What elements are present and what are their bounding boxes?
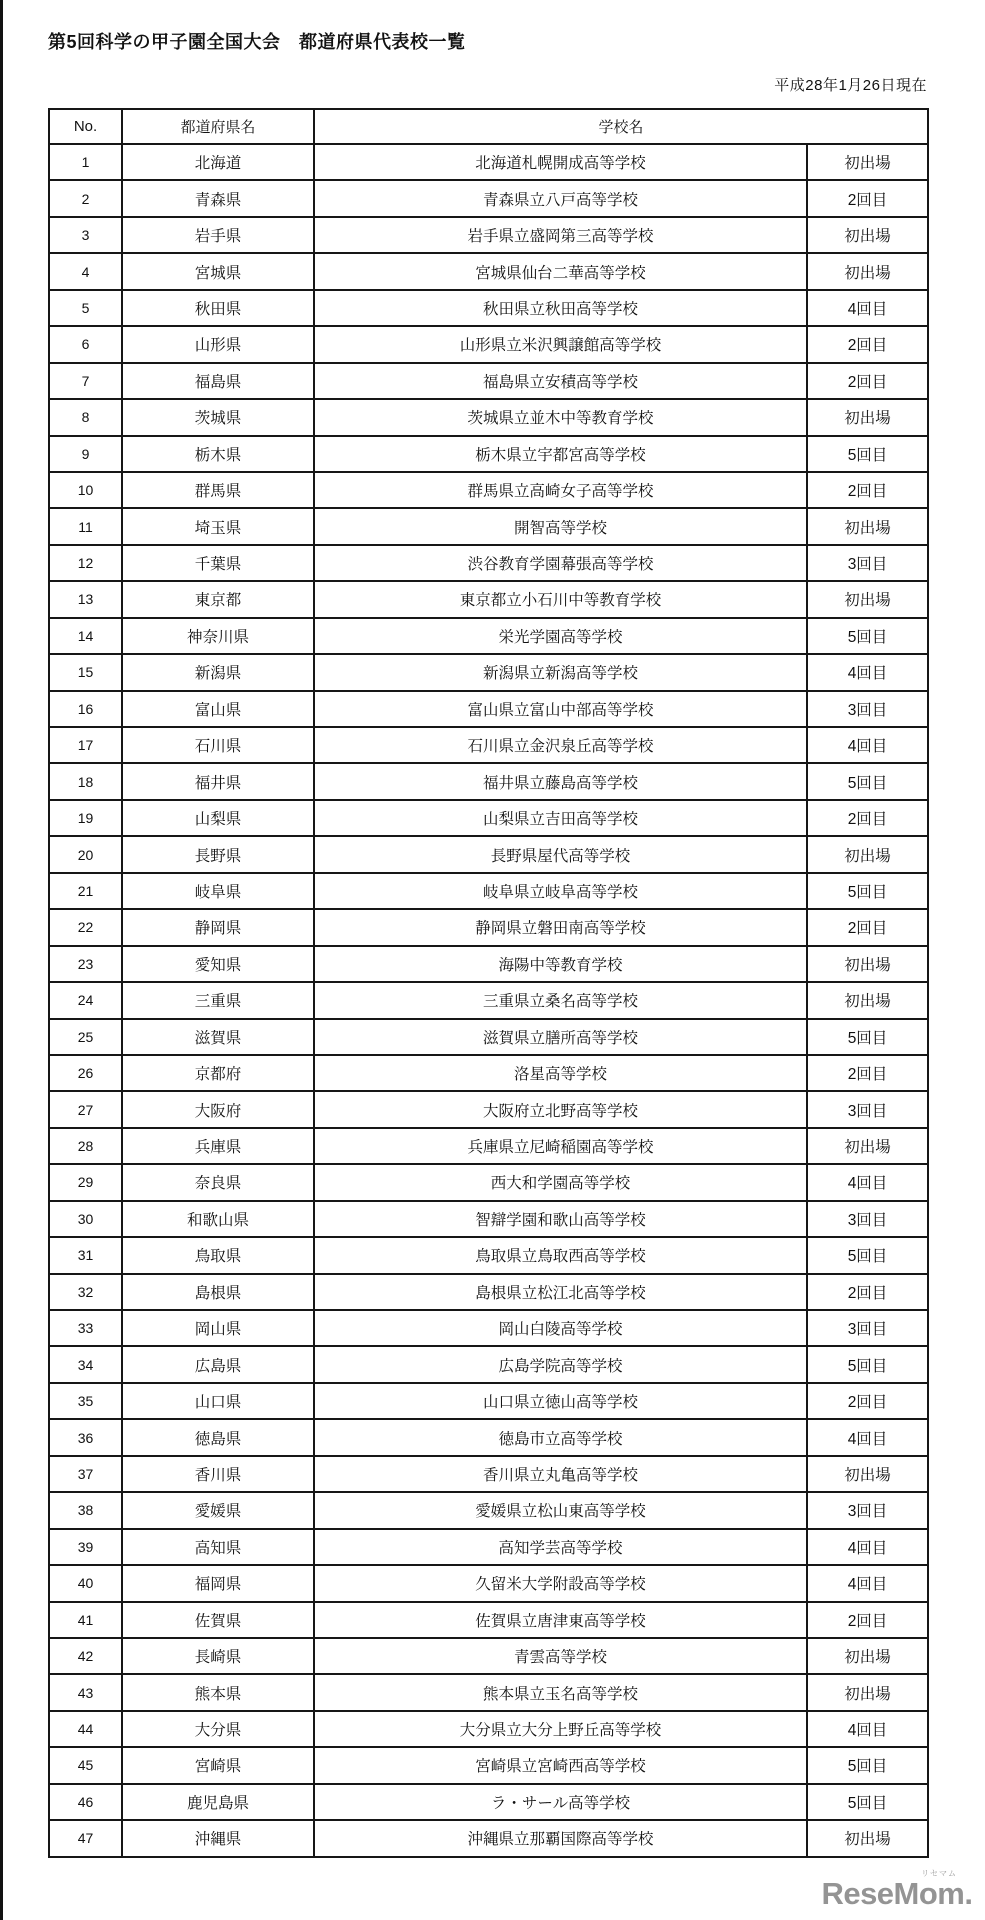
cell-no: 43 bbox=[49, 1674, 122, 1710]
cell-school: 栄光学園高等学校 bbox=[314, 618, 807, 654]
cell-no: 33 bbox=[49, 1310, 122, 1346]
cell-school: 岡山白陵高等学校 bbox=[314, 1310, 807, 1346]
cell-prefecture: 青森県 bbox=[122, 180, 314, 216]
cell-prefecture: 島根県 bbox=[122, 1274, 314, 1310]
resemom-logo-word: ReseMom bbox=[821, 1876, 965, 1911]
cell-prefecture: 福井県 bbox=[122, 763, 314, 799]
cell-prefecture: 香川県 bbox=[122, 1456, 314, 1492]
table-header-row bbox=[49, 109, 928, 144]
table-row bbox=[49, 1711, 928, 1747]
table-row bbox=[49, 618, 928, 654]
cell-appearance: 初出場 bbox=[807, 253, 928, 289]
cell-appearance: 初出場 bbox=[807, 581, 928, 617]
table-row bbox=[49, 1456, 928, 1492]
cell-prefecture: 徳島県 bbox=[122, 1419, 314, 1455]
cell-school: 山梨県立吉田高等学校 bbox=[314, 800, 807, 836]
cell-no: 35 bbox=[49, 1383, 122, 1419]
cell-prefecture: 大分県 bbox=[122, 1711, 314, 1747]
cell-appearance: 初出場 bbox=[807, 1674, 928, 1710]
resemom-logo bbox=[821, 1868, 973, 1912]
cell-prefecture: 福島県 bbox=[122, 363, 314, 399]
cell-school: 茨城県立並木中等教育学校 bbox=[314, 399, 807, 435]
cell-school: 島根県立松江北高等学校 bbox=[314, 1274, 807, 1310]
cell-no: 21 bbox=[49, 873, 122, 909]
cell-appearance: 初出場 bbox=[807, 982, 928, 1018]
cell-appearance: 2回目 bbox=[807, 1055, 928, 1091]
table-row bbox=[49, 909, 928, 945]
cell-appearance: 5回目 bbox=[807, 873, 928, 909]
table-row bbox=[49, 217, 928, 253]
cell-appearance: 5回目 bbox=[807, 1019, 928, 1055]
cell-prefecture: 山形県 bbox=[122, 326, 314, 362]
cell-appearance: 2回目 bbox=[807, 363, 928, 399]
cell-prefecture: 広島県 bbox=[122, 1346, 314, 1382]
cell-appearance: 5回目 bbox=[807, 1747, 928, 1783]
cell-prefecture: 秋田県 bbox=[122, 290, 314, 326]
cell-no: 42 bbox=[49, 1638, 122, 1674]
cell-school: 徳島市立高等学校 bbox=[314, 1419, 807, 1455]
table-row bbox=[49, 873, 928, 909]
table-row bbox=[49, 1237, 928, 1273]
cell-appearance: 4回目 bbox=[807, 290, 928, 326]
cell-prefecture: 石川県 bbox=[122, 727, 314, 763]
cell-appearance: 初出場 bbox=[807, 1456, 928, 1492]
table-row bbox=[49, 1419, 928, 1455]
cell-no: 38 bbox=[49, 1492, 122, 1528]
cell-prefecture: 埼玉県 bbox=[122, 508, 314, 544]
cell-appearance: 5回目 bbox=[807, 436, 928, 472]
cell-school: 香川県立丸亀高等学校 bbox=[314, 1456, 807, 1492]
cell-no: 15 bbox=[49, 654, 122, 690]
cell-appearance: 初出場 bbox=[807, 836, 928, 872]
cell-prefecture: 和歌山県 bbox=[122, 1201, 314, 1237]
table-row bbox=[49, 290, 928, 326]
cell-school: 熊本県立玉名高等学校 bbox=[314, 1674, 807, 1710]
cell-school: 沖縄県立那覇国際高等学校 bbox=[314, 1820, 807, 1856]
date-note: 平成28年1月26日現在 bbox=[774, 77, 927, 94]
table-row bbox=[49, 545, 928, 581]
cell-appearance: 初出場 bbox=[807, 144, 928, 180]
table-row bbox=[49, 946, 928, 982]
cell-no: 32 bbox=[49, 1274, 122, 1310]
cell-prefecture: 沖縄県 bbox=[122, 1820, 314, 1856]
cell-school: 大阪府立北野高等学校 bbox=[314, 1091, 807, 1127]
table-row bbox=[49, 1274, 928, 1310]
cell-prefecture: 新潟県 bbox=[122, 654, 314, 690]
cell-school: 岐阜県立岐阜高等学校 bbox=[314, 873, 807, 909]
table-row bbox=[49, 1638, 928, 1674]
cell-prefecture: 長崎県 bbox=[122, 1638, 314, 1674]
table-row bbox=[49, 1128, 928, 1164]
cell-no: 10 bbox=[49, 472, 122, 508]
cell-appearance: 4回目 bbox=[807, 1711, 928, 1747]
cell-school: 群馬県立高崎女子高等学校 bbox=[314, 472, 807, 508]
cell-prefecture: 山口県 bbox=[122, 1383, 314, 1419]
cell-school: 滋賀県立膳所高等学校 bbox=[314, 1019, 807, 1055]
cell-school: 福井県立藤島高等学校 bbox=[314, 763, 807, 799]
table-row bbox=[49, 1383, 928, 1419]
cell-school: 智辯学園和歌山高等学校 bbox=[314, 1201, 807, 1237]
cell-no: 41 bbox=[49, 1602, 122, 1638]
cell-prefecture: 山梨県 bbox=[122, 800, 314, 836]
cell-no: 28 bbox=[49, 1128, 122, 1164]
cell-appearance: 初出場 bbox=[807, 1638, 928, 1674]
cell-no: 2 bbox=[49, 180, 122, 216]
cell-no: 9 bbox=[49, 436, 122, 472]
cell-school: 富山県立富山中部高等学校 bbox=[314, 691, 807, 727]
cell-school: 青雲高等学校 bbox=[314, 1638, 807, 1674]
page-title: 第5回科学の甲子園全国大会 都道府県代表校一覧 bbox=[48, 32, 466, 52]
cell-appearance: 初出場 bbox=[807, 1128, 928, 1164]
left-edge-line bbox=[0, 0, 3, 1920]
table-row bbox=[49, 1820, 928, 1856]
table-row bbox=[49, 836, 928, 872]
cell-no: 47 bbox=[49, 1820, 122, 1856]
cell-prefecture: 鳥取県 bbox=[122, 1237, 314, 1273]
table-row bbox=[49, 399, 928, 435]
cell-school: 長野県屋代高等学校 bbox=[314, 836, 807, 872]
header-school: 学校名 bbox=[314, 109, 928, 144]
cell-no: 6 bbox=[49, 326, 122, 362]
table-row bbox=[49, 1164, 928, 1200]
table-row bbox=[49, 1310, 928, 1346]
table-row bbox=[49, 1674, 928, 1710]
cell-appearance: 2回目 bbox=[807, 472, 928, 508]
cell-no: 12 bbox=[49, 545, 122, 581]
representatives-table bbox=[48, 108, 929, 1858]
cell-school: 宮崎県立宮崎西高等学校 bbox=[314, 1747, 807, 1783]
cell-appearance: 3回目 bbox=[807, 545, 928, 581]
table-row bbox=[49, 1201, 928, 1237]
cell-appearance: 2回目 bbox=[807, 1602, 928, 1638]
cell-no: 18 bbox=[49, 763, 122, 799]
cell-no: 27 bbox=[49, 1091, 122, 1127]
cell-appearance: 2回目 bbox=[807, 1274, 928, 1310]
cell-school: 三重県立桑名高等学校 bbox=[314, 982, 807, 1018]
cell-prefecture: 岡山県 bbox=[122, 1310, 314, 1346]
resemom-logo-ruby: リセマム bbox=[921, 1869, 957, 1878]
cell-no: 7 bbox=[49, 363, 122, 399]
cell-prefecture: 東京都 bbox=[122, 581, 314, 617]
cell-school: 愛媛県立松山東高等学校 bbox=[314, 1492, 807, 1528]
table-row bbox=[49, 1055, 928, 1091]
cell-school: 兵庫県立尼崎稲園高等学校 bbox=[314, 1128, 807, 1164]
cell-prefecture: 群馬県 bbox=[122, 472, 314, 508]
cell-prefecture: 愛知県 bbox=[122, 946, 314, 982]
cell-no: 11 bbox=[49, 508, 122, 544]
cell-no: 44 bbox=[49, 1711, 122, 1747]
cell-prefecture: 茨城県 bbox=[122, 399, 314, 435]
cell-no: 40 bbox=[49, 1565, 122, 1601]
table-row bbox=[49, 1019, 928, 1055]
cell-no: 1 bbox=[49, 144, 122, 180]
table-row bbox=[49, 1565, 928, 1601]
cell-appearance: 4回目 bbox=[807, 727, 928, 763]
cell-appearance: 2回目 bbox=[807, 1383, 928, 1419]
cell-school: 大分県立大分上野丘高等学校 bbox=[314, 1711, 807, 1747]
cell-prefecture: 岩手県 bbox=[122, 217, 314, 253]
table-row bbox=[49, 654, 928, 690]
cell-school: 洛星高等学校 bbox=[314, 1055, 807, 1091]
header-no: No. bbox=[49, 109, 122, 144]
cell-no: 25 bbox=[49, 1019, 122, 1055]
cell-no: 8 bbox=[49, 399, 122, 435]
table-row bbox=[49, 472, 928, 508]
cell-appearance: 4回目 bbox=[807, 1164, 928, 1200]
table-row bbox=[49, 326, 928, 362]
cell-no: 45 bbox=[49, 1747, 122, 1783]
cell-no: 16 bbox=[49, 691, 122, 727]
cell-no: 29 bbox=[49, 1164, 122, 1200]
cell-prefecture: 奈良県 bbox=[122, 1164, 314, 1200]
cell-appearance: 3回目 bbox=[807, 1310, 928, 1346]
cell-prefecture: 宮城県 bbox=[122, 253, 314, 289]
cell-school: 新潟県立新潟高等学校 bbox=[314, 654, 807, 690]
cell-no: 23 bbox=[49, 946, 122, 982]
cell-prefecture: 富山県 bbox=[122, 691, 314, 727]
cell-no: 5 bbox=[49, 290, 122, 326]
table-row bbox=[49, 1346, 928, 1382]
cell-no: 39 bbox=[49, 1529, 122, 1565]
header-prefecture: 都道府県名 bbox=[122, 109, 314, 144]
cell-school: 石川県立金沢泉丘高等学校 bbox=[314, 727, 807, 763]
cell-school: 栃木県立宇都宮高等学校 bbox=[314, 436, 807, 472]
cell-no: 46 bbox=[49, 1784, 122, 1820]
table-row bbox=[49, 180, 928, 216]
cell-appearance: 5回目 bbox=[807, 1784, 928, 1820]
cell-prefecture: 京都府 bbox=[122, 1055, 314, 1091]
table-row bbox=[49, 1602, 928, 1638]
cell-no: 31 bbox=[49, 1237, 122, 1273]
cell-school: 山形県立米沢興譲館高等学校 bbox=[314, 326, 807, 362]
cell-no: 13 bbox=[49, 581, 122, 617]
cell-prefecture: 高知県 bbox=[122, 1529, 314, 1565]
cell-school: 広島学院高等学校 bbox=[314, 1346, 807, 1382]
cell-no: 14 bbox=[49, 618, 122, 654]
cell-no: 24 bbox=[49, 982, 122, 1018]
cell-appearance: 初出場 bbox=[807, 1820, 928, 1856]
table-body bbox=[49, 144, 928, 1857]
cell-no: 4 bbox=[49, 253, 122, 289]
table-row bbox=[49, 363, 928, 399]
cell-school: 福島県立安積高等学校 bbox=[314, 363, 807, 399]
cell-no: 36 bbox=[49, 1419, 122, 1455]
cell-school: 東京都立小石川中等教育学校 bbox=[314, 581, 807, 617]
resemom-logo-dot: . bbox=[964, 1876, 973, 1911]
cell-no: 34 bbox=[49, 1346, 122, 1382]
cell-appearance: 2回目 bbox=[807, 909, 928, 945]
cell-school: 青森県立八戸高等学校 bbox=[314, 180, 807, 216]
cell-prefecture: 佐賀県 bbox=[122, 1602, 314, 1638]
table-row bbox=[49, 144, 928, 180]
cell-prefecture: 静岡県 bbox=[122, 909, 314, 945]
cell-appearance: 5回目 bbox=[807, 618, 928, 654]
cell-school: 佐賀県立唐津東高等学校 bbox=[314, 1602, 807, 1638]
table-row bbox=[49, 253, 928, 289]
cell-prefecture: 北海道 bbox=[122, 144, 314, 180]
cell-prefecture: 滋賀県 bbox=[122, 1019, 314, 1055]
table-row bbox=[49, 691, 928, 727]
cell-prefecture: 栃木県 bbox=[122, 436, 314, 472]
cell-school: 鳥取県立鳥取西高等学校 bbox=[314, 1237, 807, 1273]
cell-school: 西大和学園高等学校 bbox=[314, 1164, 807, 1200]
cell-prefecture: 熊本県 bbox=[122, 1674, 314, 1710]
cell-appearance: 初出場 bbox=[807, 946, 928, 982]
cell-appearance: 初出場 bbox=[807, 399, 928, 435]
cell-appearance: 4回目 bbox=[807, 1529, 928, 1565]
cell-prefecture: 三重県 bbox=[122, 982, 314, 1018]
table-row bbox=[49, 1492, 928, 1528]
cell-prefecture: 愛媛県 bbox=[122, 1492, 314, 1528]
table-row bbox=[49, 800, 928, 836]
table-row bbox=[49, 1747, 928, 1783]
table-row bbox=[49, 763, 928, 799]
cell-school: ラ・サール高等学校 bbox=[314, 1784, 807, 1820]
cell-prefecture: 鹿児島県 bbox=[122, 1784, 314, 1820]
cell-appearance: 3回目 bbox=[807, 1492, 928, 1528]
cell-school: 静岡県立磐田南高等学校 bbox=[314, 909, 807, 945]
cell-prefecture: 兵庫県 bbox=[122, 1128, 314, 1164]
cell-school: 秋田県立秋田高等学校 bbox=[314, 290, 807, 326]
cell-no: 17 bbox=[49, 727, 122, 763]
cell-school: 北海道札幌開成高等学校 bbox=[314, 144, 807, 180]
cell-no: 3 bbox=[49, 217, 122, 253]
cell-school: 宮城県仙台二華高等学校 bbox=[314, 253, 807, 289]
cell-no: 20 bbox=[49, 836, 122, 872]
cell-prefecture: 岐阜県 bbox=[122, 873, 314, 909]
cell-appearance: 3回目 bbox=[807, 1201, 928, 1237]
cell-appearance: 初出場 bbox=[807, 217, 928, 253]
cell-appearance: 2回目 bbox=[807, 800, 928, 836]
cell-appearance: 2回目 bbox=[807, 326, 928, 362]
cell-school: 高知学芸高等学校 bbox=[314, 1529, 807, 1565]
cell-appearance: 5回目 bbox=[807, 1346, 928, 1382]
cell-prefecture: 福岡県 bbox=[122, 1565, 314, 1601]
table-row bbox=[49, 436, 928, 472]
cell-appearance: 4回目 bbox=[807, 654, 928, 690]
cell-appearance: 5回目 bbox=[807, 763, 928, 799]
cell-appearance: 2回目 bbox=[807, 180, 928, 216]
cell-appearance: 3回目 bbox=[807, 1091, 928, 1127]
cell-school: 岩手県立盛岡第三高等学校 bbox=[314, 217, 807, 253]
cell-no: 19 bbox=[49, 800, 122, 836]
cell-appearance: 4回目 bbox=[807, 1419, 928, 1455]
cell-no: 22 bbox=[49, 909, 122, 945]
cell-school: 久留米大学附設高等学校 bbox=[314, 1565, 807, 1601]
cell-school: 渋谷教育学園幕張高等学校 bbox=[314, 545, 807, 581]
table-row bbox=[49, 581, 928, 617]
table-row bbox=[49, 1529, 928, 1565]
cell-no: 26 bbox=[49, 1055, 122, 1091]
table-row bbox=[49, 508, 928, 544]
cell-appearance: 4回目 bbox=[807, 1565, 928, 1601]
cell-no: 37 bbox=[49, 1456, 122, 1492]
cell-school: 海陽中等教育学校 bbox=[314, 946, 807, 982]
table-row bbox=[49, 1784, 928, 1820]
cell-appearance: 5回目 bbox=[807, 1237, 928, 1273]
cell-prefecture: 宮崎県 bbox=[122, 1747, 314, 1783]
table-row bbox=[49, 1091, 928, 1127]
table-row bbox=[49, 727, 928, 763]
cell-appearance: 初出場 bbox=[807, 508, 928, 544]
cell-prefecture: 大阪府 bbox=[122, 1091, 314, 1127]
cell-school: 山口県立徳山高等学校 bbox=[314, 1383, 807, 1419]
cell-prefecture: 神奈川県 bbox=[122, 618, 314, 654]
cell-appearance: 3回目 bbox=[807, 691, 928, 727]
table-row bbox=[49, 982, 928, 1018]
cell-prefecture: 長野県 bbox=[122, 836, 314, 872]
cell-school: 開智高等学校 bbox=[314, 508, 807, 544]
cell-no: 30 bbox=[49, 1201, 122, 1237]
cell-prefecture: 千葉県 bbox=[122, 545, 314, 581]
